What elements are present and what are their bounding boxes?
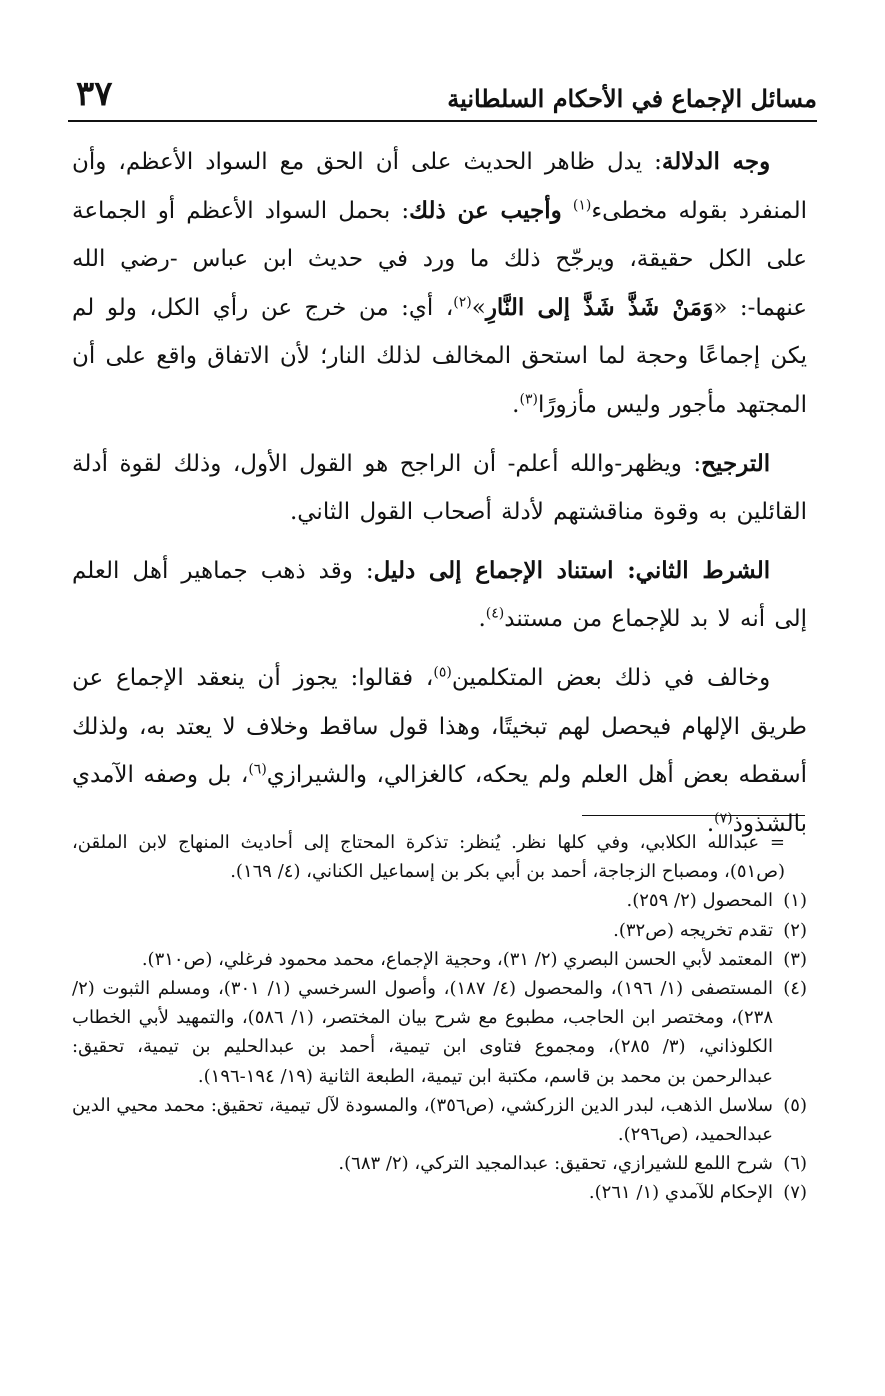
paragraph-second-condition — [72, 547, 807, 644]
footnote-number: (٤) — [783, 978, 807, 1000]
footnote-item — [72, 945, 807, 974]
footnote-text: شرح اللمع للشيرازي، تحقيق: عبدالمجيد التركي، (٢/ ٦٨٣). — [338, 1153, 773, 1175]
footnote-item — [72, 974, 807, 1091]
footnote-number: (٢) — [783, 919, 807, 941]
paragraph-evidence — [72, 138, 807, 430]
paragraph-heading: الترجيح — [701, 449, 771, 477]
running-title: مسائل الإجماع في الأحكام السلطانية — [447, 84, 817, 113]
footnote-text: المعتمد لأبي الحسن البصري (٢/ ٣١)، وحجية الإجماع، محمد محمود فرغلي، (ص٣١٠). — [141, 948, 773, 970]
paragraph-text: ، فقالوا: يجوز أن ينعقد الإجماع عن طريق الإلهام فيحصل لهم تبخيتًا، وهذا قول ساقط وخلاف لا يعتد به، ولذلك أسقطه بعض أهل العلم ولم يحكه، كالغزالي، والشيرازي — [72, 664, 807, 789]
footnote-number: (١) — [783, 890, 807, 912]
footnote-item — [72, 886, 807, 915]
footnote-item — [72, 1091, 807, 1149]
main-text — [72, 138, 807, 848]
footnote-text: المحصول (٢/ ٢٥٩). — [626, 890, 773, 912]
paragraph-dissent — [72, 654, 807, 848]
paragraph-text: . — [478, 606, 486, 633]
footnote-number: (٧) — [783, 1182, 807, 1204]
footnote-text: سلاسل الذهب، لبدر الدين الزركشي، (ص٣٥٦)، والمسودة لآل تيمية، تحقيق: محمد محيي الدين عبدالحميد، (ص٢٩٦). — [72, 1094, 773, 1146]
paragraph-heading: الشرط الثاني: استناد الإجماع إلى دليل — [373, 556, 771, 584]
paragraph-text: وخالف في ذلك بعض المتكلمين — [451, 664, 771, 691]
footnote-ref: (٥) — [433, 664, 452, 681]
paragraph-text: : يدل ظاهر الحديث على أن الحق مع السواد الأعظم، وأن المنفرد بقوله مخطىء — [72, 149, 807, 224]
footnote-ref: (٦) — [248, 761, 267, 778]
footnote-ref: (١) — [572, 196, 592, 213]
paragraph-text: : ويظهر-والله أعلم- أن الراجح هو القول الأول، وذلك لقوة أدلة القائلين به وقوة مناقشتهم لأدلة أصحاب القول الثاني. — [72, 450, 807, 526]
paragraph-preference — [72, 440, 807, 537]
paragraph-heading: وجه الدلالة — [661, 148, 771, 175]
header-rule — [68, 120, 817, 122]
hadith-quote: وَمَنْ شَذَّ شَذَّ إلى النَّارِ — [485, 293, 714, 321]
footnote-item — [72, 1178, 807, 1207]
footnote-text: الإحكام للآمدي (١/ ٢٦١). — [588, 1182, 773, 1204]
footnote-separator — [582, 815, 805, 816]
paragraph-text: . — [512, 391, 520, 418]
paragraph-text: . — [706, 810, 715, 837]
paragraph-text: ، بل وصفه الآمدي بالشذوذ — [72, 762, 807, 837]
footnote-ref: (٢) — [453, 294, 472, 311]
footnote-item — [72, 916, 807, 945]
footnotes — [72, 828, 807, 1208]
footnote-ref: (٧) — [714, 810, 733, 827]
footnote-item — [72, 1149, 807, 1178]
paragraph-text: : وقد ذهب جماهير أهل العلم إلى أنه لا بد للإجماع من مستند — [72, 557, 807, 633]
footnote-number: (٥) — [783, 1094, 807, 1116]
page-number: ٣٧ — [76, 74, 113, 114]
paragraph-text: : بحمل السواد الأعظم أو الجماعة على الكل حقيقة، ويرجّح ذلك ما ورد في حديث ابن عباس -رضي الله عنهما-: « — [72, 197, 807, 321]
footnote-number: (٦) — [783, 1153, 807, 1175]
paragraph-text: » — [471, 294, 486, 321]
running-header — [68, 70, 817, 120]
footnote-text: المستصفى (١/ ١٩٦)، والمحصول (٤/ ١٨٧)، وأصول السرخسي (١/ ٣٠١)، ومسلم الثبوت (٢/ ٢٣٨)، ومختصر ابن الحاجب، مطبوع مع شرح بيان المختصر، (١/ ٥٨٦)، والتمهيد لأبي الخطاب الكلوذاني، (٣/ ٢٨٥)، ومجموع فتاوى ابن تيمية، أحمد بن عبدالحليم بن تيمية، تحقيق: عبدالرحمن بن محمد بن قاسم، مكتبة ابن تيمية، الطبعة الثانية (١٩/ ١٩٤-١٩٦). — [72, 978, 773, 1087]
footnote-continuation: = عبدالله الكلابي، وفي كلها نظر. يُنظر: تذكرة المحتاج إلى أحاديث المنهاج لابن الملقن، (ص٥١)، ومصباح الزجاجة، أحمد بن أبي بكر بن إسماعيل الكناني، (٤/ ١٦٩). — [72, 832, 785, 883]
inline-heading: وأجيب عن ذلك — [409, 196, 562, 224]
footnote-number: (٣) — [783, 948, 807, 970]
paragraph-text: ، أي: من خرج عن رأي الكل، ولو لم يكن إجماعًا وحجة لما استحق المخالف لذلك النار؛ لأن الاتفاق واقع على أن المجتهد مأجور وليس مأزورًا — [72, 294, 807, 418]
footnote-ref: (٤) — [485, 605, 505, 622]
footnote-text: تقدم تخريجه (ص٣٢). — [613, 919, 773, 941]
footnote-ref: (٣) — [519, 391, 538, 408]
